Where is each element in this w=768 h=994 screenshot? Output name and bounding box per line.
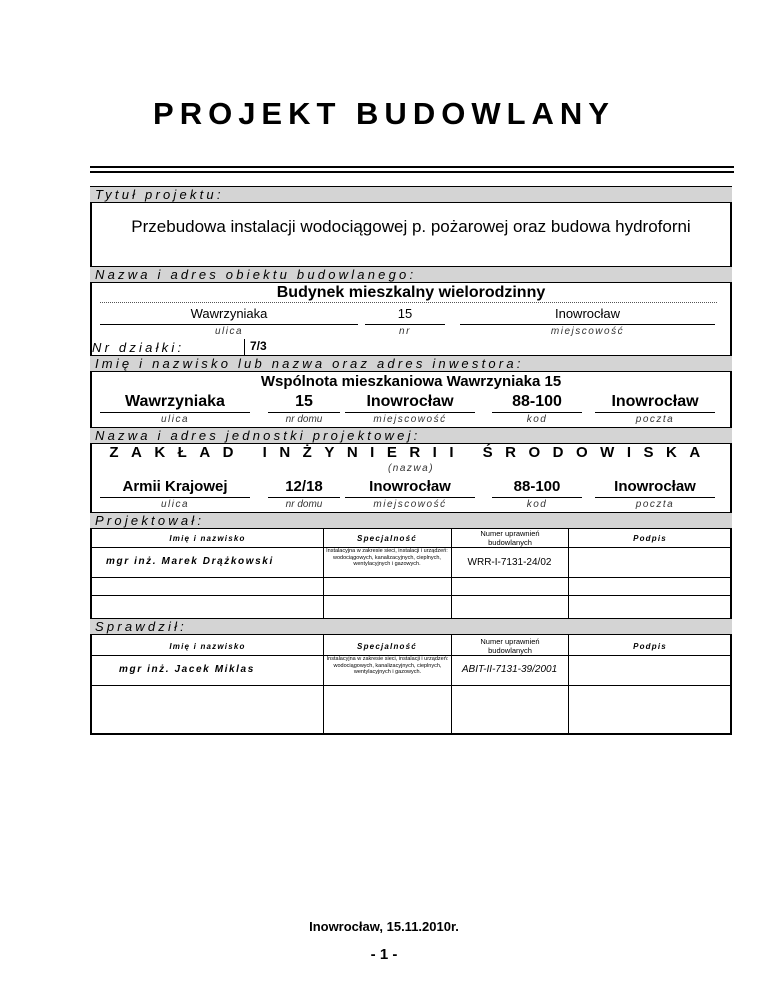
design-unit-postcode: 88-100 xyxy=(513,478,561,495)
checker-name: mgr inż. Jacek Miklas xyxy=(119,664,255,675)
plot-value: 7/3 xyxy=(250,339,267,353)
designed-grid-h2 xyxy=(90,577,732,578)
designed-header-specialty: Specjalność xyxy=(357,534,417,543)
building-name: Budynek mieszkalny wielorodzinny xyxy=(276,284,546,301)
design-unit-caption-postcode: kod xyxy=(526,499,548,510)
checked-header-signature: Podpis xyxy=(633,642,667,651)
building-city-line xyxy=(460,324,715,325)
investor-postcode: 88-100 xyxy=(512,393,562,410)
checked-grid-h2 xyxy=(90,685,732,686)
investor-caption-city: miejscowość xyxy=(373,414,447,425)
building-label: Nazwa i adres obiektu budowlanego: xyxy=(90,266,732,283)
checked-by-label: Sprawdził: xyxy=(90,618,732,635)
design-unit-city: Inowrocław xyxy=(369,478,451,495)
plot-divider xyxy=(244,339,245,356)
design-unit-label: Nazwa i adres jednostki projektowej: xyxy=(90,427,732,444)
page-number: - 1 - xyxy=(370,946,398,963)
investor-number: 15 xyxy=(295,393,313,410)
project-title: Przebudowa instalacji wodociągowej p. pożarowej oraz budowa hydroforni xyxy=(131,217,691,236)
designer-name: mgr inż. Marek Drążkowski xyxy=(106,556,274,567)
building-street: Wawrzyniaka xyxy=(190,306,268,321)
designed-header-signature: Podpis xyxy=(633,534,667,543)
design-unit-caption-street: ulica xyxy=(160,499,190,510)
investor-street: Wawrzyniaka xyxy=(125,393,225,410)
plot-label: Nr działki: xyxy=(92,340,185,355)
building-number: 15 xyxy=(397,306,413,321)
building-street-caption: ulica xyxy=(214,326,244,337)
design-unit-name-caption: (nazwa) xyxy=(387,463,435,474)
designed-by-label: Projektował: xyxy=(90,512,732,529)
title-rule-top xyxy=(90,166,734,168)
checked-header-name: Imię i nazwisko xyxy=(169,642,246,651)
building-city-caption: miejscowość xyxy=(550,326,625,337)
checker-license: ABIT-II-7131-39/2001 xyxy=(461,664,558,675)
design-unit-post-line xyxy=(595,497,715,498)
building-number-line xyxy=(365,324,445,325)
design-unit-street-line xyxy=(100,497,250,498)
design-unit-name: ZAKŁAD INŻYNIERII ŚRODOWISKA xyxy=(109,444,713,461)
investor-post: Inowrocław xyxy=(611,393,699,410)
design-unit-caption-number: nr domu xyxy=(285,499,323,510)
investor-city: Inowrocław xyxy=(366,393,454,410)
title-rule-bottom xyxy=(90,171,734,173)
design-unit-number-line xyxy=(268,497,340,498)
investor-name: Wspólnota mieszkaniowa Wawrzyniaka 15 xyxy=(260,373,562,390)
designed-header-name: Imię i nazwisko xyxy=(169,534,246,543)
investor-label: Imię i nazwisko lub nazwa oraz adres inwestora: xyxy=(90,355,732,372)
design-unit-city-line xyxy=(345,497,475,498)
place-date: Inowrocław, 15.11.2010r. xyxy=(309,919,459,934)
investor-caption-post: poczta xyxy=(635,414,675,425)
checked-header-license: Numer uprawnień budowlanych xyxy=(480,637,540,655)
investor-caption-postcode: kod xyxy=(526,414,548,425)
design-unit-caption-city: miejscowość xyxy=(373,499,447,510)
design-unit-street: Armii Krajowej xyxy=(122,478,228,495)
investor-street-line xyxy=(100,412,250,413)
checked-header-specialty: Specjalność xyxy=(357,642,417,651)
building-city: Inowrocław xyxy=(554,306,621,321)
investor-city-line xyxy=(345,412,475,413)
building-name-line xyxy=(100,302,717,303)
design-unit-post: Inowrocław xyxy=(614,478,696,495)
designer-license: WRR-I-7131-24/02 xyxy=(467,557,552,568)
building-number-caption: nr xyxy=(399,326,411,337)
designer-specialty: Instalacyjna w zakresie sieci, instalacji i urządzeń: wodociągowych, kanalizacyjnych, cieplnych, wentylacyjnych i gazowych. xyxy=(326,548,448,567)
investor-number-line xyxy=(268,412,340,413)
checker-specialty: Instalacyjna w zakresie sieci, instalacji i urządzeń: wodociągowych, kanalizacyjnych, cieplnych, wentylacyjnych i gazowych. xyxy=(326,656,449,675)
designed-grid-h3 xyxy=(90,595,732,596)
designed-header-license: Numer uprawnień budowlanych xyxy=(480,529,540,547)
project-title-label: Tytuł projektu: xyxy=(90,186,732,203)
design-unit-postcode-line xyxy=(492,497,582,498)
building-street-line xyxy=(100,324,358,325)
investor-caption-street: ulica xyxy=(160,414,190,425)
investor-postcode-line xyxy=(492,412,582,413)
document-title: PROJEKT BUDOWLANY xyxy=(153,96,615,131)
designed-grid-v2 xyxy=(451,529,452,618)
investor-caption-number: nr domu xyxy=(285,414,323,425)
design-unit-caption-post: poczta xyxy=(635,499,675,510)
design-unit-number: 12/18 xyxy=(285,478,323,495)
investor-post-line xyxy=(595,412,715,413)
